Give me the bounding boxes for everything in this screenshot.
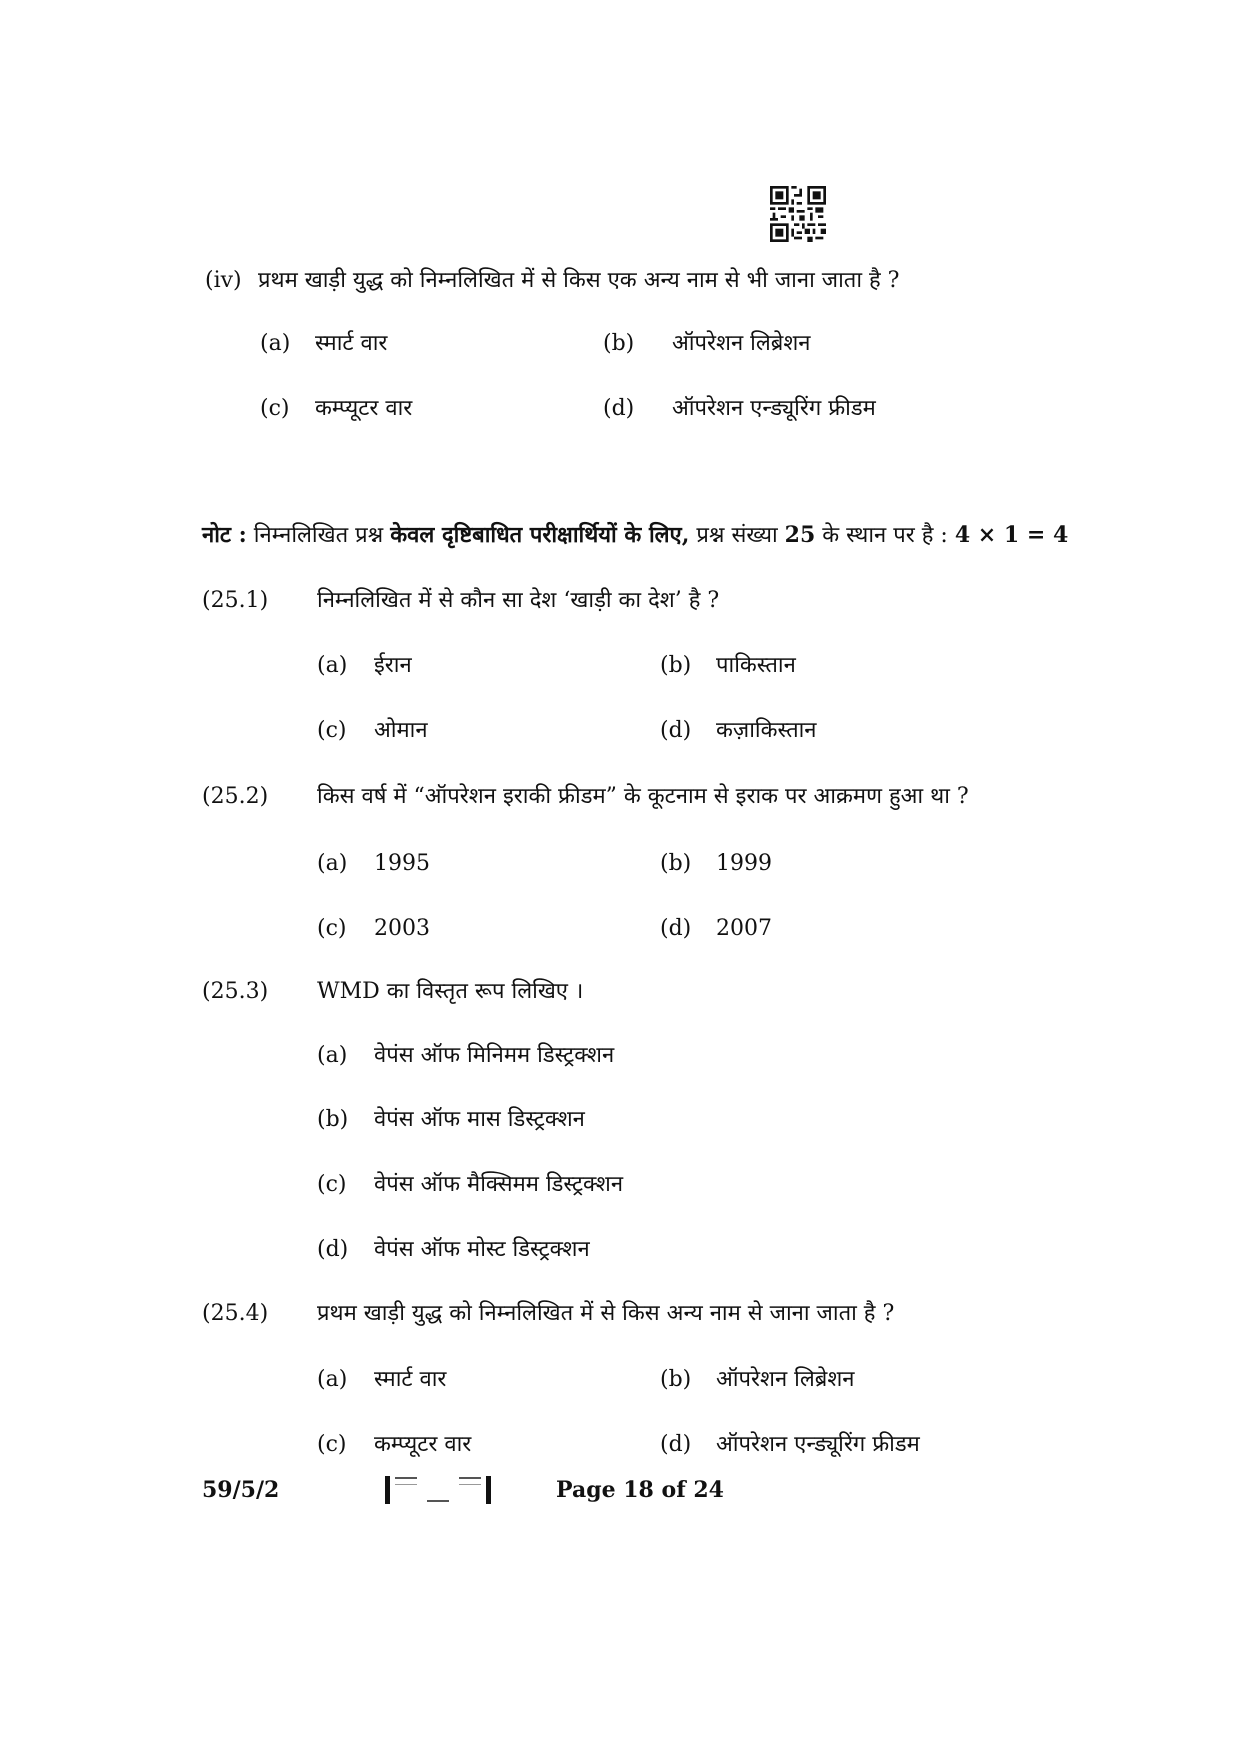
- option-text: कम्प्यूटर वार: [315, 396, 413, 421]
- option-label: (c): [317, 718, 347, 743]
- note-marks: 4 × 1 = 4: [954, 522, 1069, 548]
- option-label: (b): [660, 653, 692, 678]
- option-text: वेपंस ऑफ मैक्सिमम डिस्ट्रक्शन: [374, 1172, 624, 1197]
- option-label: (a): [317, 1043, 348, 1068]
- paper-code: 59/5/2: [202, 1477, 280, 1503]
- option-text: वेपंस ऑफ मिनिमम डिस्ट्रक्शन: [374, 1043, 615, 1068]
- question-text: किस वर्ष में “ऑपरेशन इराकी फ्रीडम” के कूटनाम से इराक पर आक्रमण हुआ था ?: [317, 784, 969, 809]
- barcode-icon: [385, 1474, 491, 1506]
- option-label: (d): [660, 718, 692, 743]
- option-label: (a): [317, 851, 348, 876]
- option-text: ऑपरेशन लिब्रेशन: [672, 331, 811, 356]
- option-text: स्मार्ट वार: [374, 1367, 447, 1392]
- question-number: (iv): [205, 268, 242, 293]
- option-label: (c): [317, 1172, 347, 1197]
- note-question-number: 25: [784, 522, 816, 548]
- option-label: (c): [317, 916, 347, 941]
- option-label: (a): [317, 653, 348, 678]
- note-part4: के स्थान पर है :: [822, 523, 948, 548]
- question-text: प्रथम खाड़ी युद्ध को निम्नलिखित में से किस अन्य नाम से जाना जाता है ?: [317, 1301, 895, 1326]
- option-text: कम्प्यूटर वार: [374, 1432, 472, 1457]
- question-number: (25.2): [202, 784, 269, 809]
- option-text: 1995: [374, 851, 430, 876]
- option-label: (c): [260, 396, 290, 421]
- option-text: 2007: [716, 916, 772, 941]
- option-text: वेपंस ऑफ मास डिस्ट्रक्शन: [374, 1107, 585, 1132]
- option-label: (b): [660, 1367, 692, 1392]
- option-text: स्मार्ट वार: [315, 331, 388, 356]
- option-label: (b): [317, 1107, 349, 1132]
- note-head: नोट :: [202, 522, 247, 548]
- option-text: ईरान: [374, 653, 412, 678]
- option-text: ऑपरेशन एन्ड्यूरिंग फ्रीडम: [716, 1432, 920, 1457]
- option-label: (d): [317, 1237, 349, 1262]
- note-emphasis: केवल दृष्टिबाधित परीक्षार्थियों के लिए,: [390, 522, 690, 548]
- option-text: पाकिस्तान: [716, 653, 796, 678]
- question-text: WMD का विस्तृत रूप लिखिए ।: [317, 979, 584, 1004]
- question-number: (25.4): [202, 1301, 269, 1326]
- option-text: वेपंस ऑफ मोस्ट डिस्ट्रक्शन: [374, 1237, 590, 1262]
- option-text: कज़ाकिस्तान: [716, 718, 817, 743]
- question-text: प्रथम खाड़ी युद्ध को निम्नलिखित में से किस एक अन्य नाम से भी जाना जाता है ?: [258, 268, 900, 293]
- note-line: [202, 522, 1068, 549]
- question-text: निम्नलिखित में से कौन सा देश ‘खाड़ी का देश’ है ?: [317, 588, 720, 613]
- option-label: (d): [660, 916, 692, 941]
- option-text: ऑपरेशन एन्ड्यूरिंग फ्रीडम: [672, 396, 876, 421]
- qr-code: [770, 186, 826, 242]
- option-label: (b): [603, 331, 635, 356]
- option-text: ओमान: [374, 718, 428, 743]
- option-label: (d): [603, 396, 635, 421]
- option-label: (c): [317, 1432, 347, 1457]
- option-label: (a): [260, 331, 291, 356]
- note-part1: निम्नलिखित प्रश्न: [253, 523, 384, 548]
- question-number: (25.3): [202, 979, 269, 1004]
- option-label: (b): [660, 851, 692, 876]
- page-number: Page 18 of 24: [556, 1477, 724, 1503]
- question-number: (25.1): [202, 588, 269, 613]
- note-part3: प्रश्न संख्या: [696, 523, 778, 548]
- option-text: ऑपरेशन लिब्रेशन: [716, 1367, 855, 1392]
- option-label: (a): [317, 1367, 348, 1392]
- option-label: (d): [660, 1432, 692, 1457]
- option-text: 1999: [716, 851, 772, 876]
- option-text: 2003: [374, 916, 430, 941]
